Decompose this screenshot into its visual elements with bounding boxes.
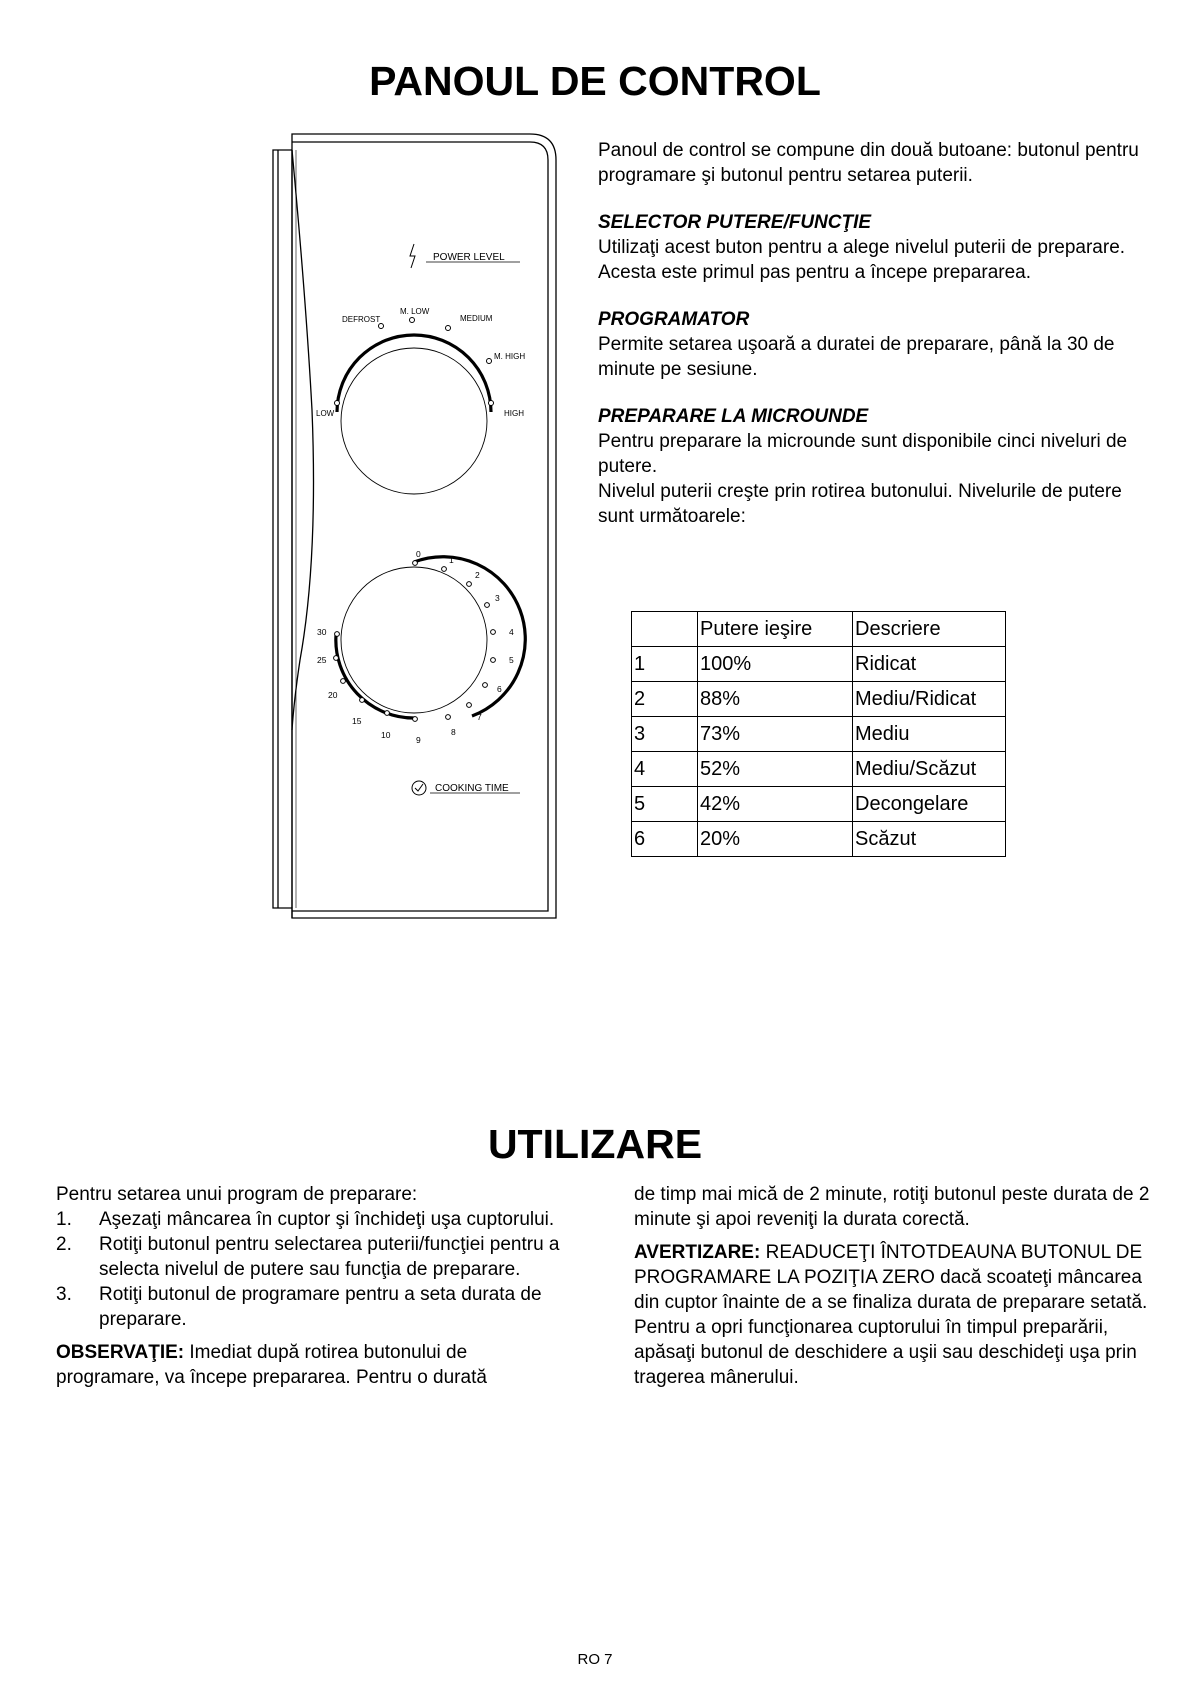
list-item: [56, 1207, 566, 1232]
timer-mark: 9: [416, 735, 421, 745]
timer-mark: 5: [509, 655, 514, 665]
step-text: Rotiţi butonul pentru selectarea puterii/funcţiei pentru a selecta nivelul de putere sau funcţia de preparare.: [99, 1234, 560, 1280]
table-cell: Mediu/Scăzut: [853, 752, 1006, 787]
list-item: [56, 1232, 566, 1282]
table-cell: 4: [632, 752, 698, 787]
page-title: PANOUL DE CONTROL: [369, 58, 821, 104]
table-cell: Decongelare: [853, 787, 1006, 822]
note-continuation: de timp mai mică de 2 minute, rotiţi butonul peste durata de 2 minute şi apoi reveniţi la durata corectă.: [634, 1184, 1150, 1230]
programator-section: [598, 307, 1143, 382]
table-cell: 73%: [698, 717, 853, 752]
table-cell: Ridicat: [853, 647, 1006, 682]
step-number: 2.: [56, 1234, 72, 1255]
power-level-label: POWER LEVEL: [433, 252, 505, 263]
mark-m-low: M. LOW: [400, 307, 430, 316]
warning-paragraph: [634, 1240, 1154, 1390]
control-panel-description: [598, 138, 1143, 551]
timer-mark: 7: [477, 712, 482, 722]
list-item: [56, 1282, 566, 1332]
mark-defrost: DEFROST: [342, 315, 381, 324]
selector-section: [598, 210, 1143, 285]
power-arc: [337, 335, 491, 412]
timer-knob: [341, 567, 487, 713]
power-table: [631, 611, 1006, 857]
table-row: [632, 822, 1006, 857]
clock-icon: [412, 781, 426, 795]
timer-mark: 4: [509, 627, 514, 637]
table-cell: 2: [632, 682, 698, 717]
table-cell: Mediu: [853, 717, 1006, 752]
mark-high: HIGH: [504, 409, 524, 418]
intro-text: Panoul de control se compune din două butoane: butonul pentru programare şi butonul pentru setarea puterii.: [598, 140, 1139, 186]
table-cell: 1: [632, 647, 698, 682]
timer-arc-left: [336, 635, 415, 718]
timer-mark: 1: [449, 555, 454, 565]
usage-right-column: [634, 1182, 1154, 1390]
usage-steps: [56, 1207, 566, 1332]
selector-text: Utilizaţi acest buton pentru a alege nivelul puterii de preparare. Acesta este primul pas pentru a începe prepararea.: [598, 237, 1126, 283]
cooking-time-label: COOKING TIME: [435, 783, 509, 794]
table-cell: 88%: [698, 682, 853, 717]
mark-m-high: M. HIGH: [494, 352, 526, 361]
usage-left-column: [56, 1182, 566, 1390]
table-row: [632, 682, 1006, 717]
microunde-section: [598, 404, 1143, 529]
timer-mark: 20: [328, 690, 338, 700]
warning-text: READUCEŢI ÎNTOTDEAUNA BUTONUL DE PROGRAMARE LA POZIŢIA ZERO dacă scoateţi mâncarea din cuptor înainte de a se finaliza durata de preparare setată. Pentru a opri funcţionarea cuptorului în timpul preparării, apăsaţi butonul de deschidere a uşii sau deschideţi uşa prin tragerea mânerului.: [634, 1242, 1148, 1388]
lightning-icon: [410, 244, 415, 268]
cooking-time-header: [412, 781, 520, 795]
table-header: Descriere: [853, 612, 1006, 647]
mark-medium: MEDIUM: [460, 314, 493, 323]
table-header-row: [632, 612, 1006, 647]
table-cell: Mediu/Ridicat: [853, 682, 1006, 717]
timer-mark: 3: [495, 593, 500, 603]
note-text: Imediat după rotirea butonului de programare, va începe prepararea. Pentru o durată: [56, 1342, 487, 1388]
timer-mark: 8: [451, 727, 456, 737]
power-level-header: [410, 244, 520, 268]
timer-mark: 15: [352, 716, 362, 726]
programator-heading: PROGRAMATOR: [598, 309, 750, 330]
mark-low: LOW: [316, 409, 335, 418]
timer-mark: 30: [317, 627, 327, 637]
panel-frame: [292, 134, 556, 918]
table-header: [632, 612, 698, 647]
table-cell: 5: [632, 787, 698, 822]
table-cell: Scăzut: [853, 822, 1006, 857]
selector-heading: SELECTOR PUTERE/FUNCŢIE: [598, 212, 872, 233]
table-cell: 100%: [698, 647, 853, 682]
table-cell: 52%: [698, 752, 853, 787]
table-header: Putere ieşire: [698, 612, 853, 647]
microunde-text-1: Pentru preparare la microunde sunt disponibile cinci niveluri de putere.: [598, 431, 1128, 477]
timer-mark: 6: [497, 684, 502, 694]
microunde-text-2: Nivelul puterii creşte prin rotirea butonului. Nivelurile de putere sunt următoarele:: [598, 481, 1122, 527]
step-text: Aşezaţi mâncarea în cuptor şi închideţi uşa cuptorului.: [99, 1209, 555, 1230]
table-cell: 3: [632, 717, 698, 752]
usage-intro: Pentru setarea unui program de preparare:: [56, 1184, 418, 1205]
programator-text: Permite setarea uşoară a duratei de preparare, până la 30 de minute pe sesiune.: [598, 334, 1115, 380]
table-row: [632, 717, 1006, 752]
timer-mark: 25: [317, 655, 327, 665]
table-row: [632, 752, 1006, 787]
warning-label: AVERTIZARE:: [634, 1242, 761, 1263]
note-label: OBSERVAŢIE:: [56, 1342, 185, 1363]
table-cell: 42%: [698, 787, 853, 822]
step-number: 3.: [56, 1284, 72, 1305]
step-number: 1.: [56, 1209, 72, 1230]
control-panel-illustration: [265, 132, 565, 922]
microunde-heading: PREPARARE LA MICROUNDE: [598, 406, 869, 427]
section-title: UTILIZARE: [487, 1121, 703, 1167]
page-number: RO 7: [577, 1651, 613, 1668]
timer-mark: 10: [381, 730, 391, 740]
table-row: [632, 787, 1006, 822]
timer-mark: 0: [416, 549, 421, 559]
power-knob: [341, 348, 487, 494]
note-paragraph: [56, 1340, 566, 1390]
table-row: [632, 647, 1006, 682]
table-cell: 6: [632, 822, 698, 857]
table-cell: 20%: [698, 822, 853, 857]
step-text: Rotiţi butonul de programare pentru a seta durata de preparare.: [99, 1284, 542, 1330]
timer-mark: 2: [475, 570, 480, 580]
